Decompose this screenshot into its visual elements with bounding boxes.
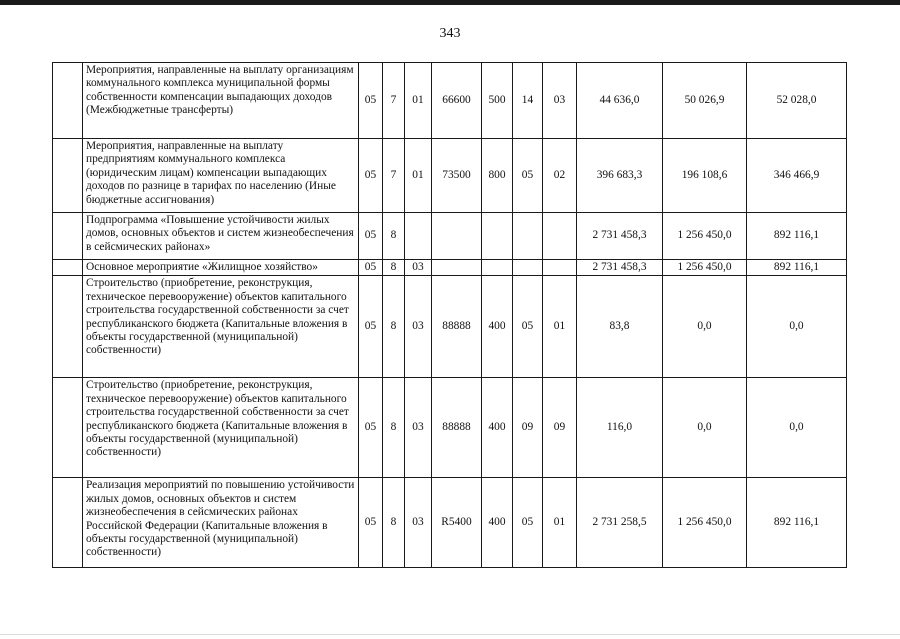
cell-gp: 05 (359, 139, 383, 213)
cell-pr: 09 (543, 378, 577, 478)
table-row (53, 63, 847, 139)
cell-om: 03 (405, 260, 432, 276)
cell-pr (543, 213, 577, 260)
cell-rz (513, 213, 543, 260)
cell-om: 03 (405, 478, 432, 568)
cell-pr: 03 (543, 63, 577, 139)
cell-om: 01 (405, 63, 432, 139)
cell-rz: 09 (513, 378, 543, 478)
cell-vr: 800 (482, 139, 513, 213)
cell-rz: 05 (513, 139, 543, 213)
cell-pr: 01 (543, 276, 577, 378)
row-number-cell (53, 260, 83, 276)
cell-y1: 83,8 (577, 276, 663, 378)
row-number-cell (53, 478, 83, 568)
cell-vr (482, 213, 513, 260)
cell-y3: 52 028,0 (747, 63, 847, 139)
budget-table (52, 62, 847, 568)
cell-y3: 0,0 (747, 276, 847, 378)
cell-y3: 892 116,1 (747, 213, 847, 260)
cell-pp: 8 (383, 378, 405, 478)
cell-y1: 44 636,0 (577, 63, 663, 139)
page-number: 343 (439, 26, 461, 41)
cell-gp: 05 (359, 478, 383, 568)
cell-om: 03 (405, 276, 432, 378)
cell-om: 01 (405, 139, 432, 213)
cell-pr (543, 260, 577, 276)
cell-dir: 66600 (432, 63, 482, 139)
cell-vr: 400 (482, 378, 513, 478)
cell-gp: 05 (359, 260, 383, 276)
cell-pp: 8 (383, 478, 405, 568)
scan-edge (0, 634, 900, 635)
cell-y2: 1 256 450,0 (663, 260, 747, 276)
cell-rz: 05 (513, 276, 543, 378)
table-row (53, 276, 847, 378)
table-row (53, 478, 847, 568)
cell-pp: 8 (383, 260, 405, 276)
cell-gp: 05 (359, 378, 383, 478)
cell-y2: 1 256 450,0 (663, 478, 747, 568)
cell-rz (513, 260, 543, 276)
table-row (53, 378, 847, 478)
cell-om: 03 (405, 378, 432, 478)
cell-pr: 01 (543, 478, 577, 568)
cell-y1: 2 731 258,5 (577, 478, 663, 568)
cell-gp: 05 (359, 63, 383, 139)
row-number-cell (53, 276, 83, 378)
top-rule (0, 0, 900, 5)
cell-vr: 400 (482, 478, 513, 568)
item-name-cell: Основное мероприятие «Жилищное хозяйство» (83, 260, 359, 276)
cell-pp: 8 (383, 276, 405, 378)
row-number-cell (53, 63, 83, 139)
cell-y1: 116,0 (577, 378, 663, 478)
row-number-cell (53, 378, 83, 478)
cell-gp: 05 (359, 213, 383, 260)
cell-vr (482, 260, 513, 276)
item-name-cell: Строительство (приобретение, реконструкция, техническое перевооружение) объектов капитального строительства государственной собственности за счет республиканского бюджета (Капитальные вложения в объекты государственной (муниципальной) собственности) (83, 378, 359, 478)
cell-pp: 7 (383, 139, 405, 213)
cell-y2: 0,0 (663, 276, 747, 378)
cell-y2: 0,0 (663, 378, 747, 478)
cell-pp: 7 (383, 63, 405, 139)
cell-rz: 14 (513, 63, 543, 139)
item-name-cell: Реализация мероприятий по повышению устойчивости жилых домов, основных объектов и систем жизнеобеспечения в сейсмических районах Российской Федерации (Капитальные вложения в объекты государственной (муниципальной) собственности) (83, 478, 359, 568)
cell-y2: 1 256 450,0 (663, 213, 747, 260)
table-row (53, 260, 847, 276)
cell-y1: 396 683,3 (577, 139, 663, 213)
item-name-cell: Мероприятия, направленные на выплату организациям коммунального комплекса муниципальной формы собственности компенсации выпадающих доходов (Межбюджетные трансферты) (83, 63, 359, 139)
table-row (53, 139, 847, 213)
cell-y3: 892 116,1 (747, 260, 847, 276)
cell-gp: 05 (359, 276, 383, 378)
cell-dir: 88888 (432, 276, 482, 378)
cell-pr: 02 (543, 139, 577, 213)
table-row (53, 213, 847, 260)
cell-vr: 400 (482, 276, 513, 378)
row-number-cell (53, 213, 83, 260)
cell-y2: 196 108,6 (663, 139, 747, 213)
cell-vr: 500 (482, 63, 513, 139)
item-name-cell: Мероприятия, направленные на выплату предприятиям коммунального комплекса (юридическим лицам) компенсации выпадающих доходов по разнице в тарифах по населению (Иные бюджетные ассигнования) (83, 139, 359, 213)
cell-dir: 88888 (432, 378, 482, 478)
cell-dir (432, 213, 482, 260)
cell-rz: 05 (513, 478, 543, 568)
cell-pp: 8 (383, 213, 405, 260)
row-number-cell (53, 139, 83, 213)
cell-y1: 2 731 458,3 (577, 213, 663, 260)
cell-y3: 892 116,1 (747, 478, 847, 568)
item-name-cell: Подпрограмма «Повышение устойчивости жилых домов, основных объектов и систем жизнеобеспечения в сейсмических районах» (83, 213, 359, 260)
cell-y3: 346 466,9 (747, 139, 847, 213)
cell-y3: 0,0 (747, 378, 847, 478)
cell-y1: 2 731 458,3 (577, 260, 663, 276)
cell-dir: R5400 (432, 478, 482, 568)
cell-om (405, 213, 432, 260)
cell-y2: 50 026,9 (663, 63, 747, 139)
cell-dir (432, 260, 482, 276)
cell-dir: 73500 (432, 139, 482, 213)
item-name-cell: Строительство (приобретение, реконструкция, техническое перевооружение) объектов капитального строительства государственной собственности за счет республиканского бюджета (Капитальные вложения в объекты государственной (муниципальной) собственности) (83, 276, 359, 378)
